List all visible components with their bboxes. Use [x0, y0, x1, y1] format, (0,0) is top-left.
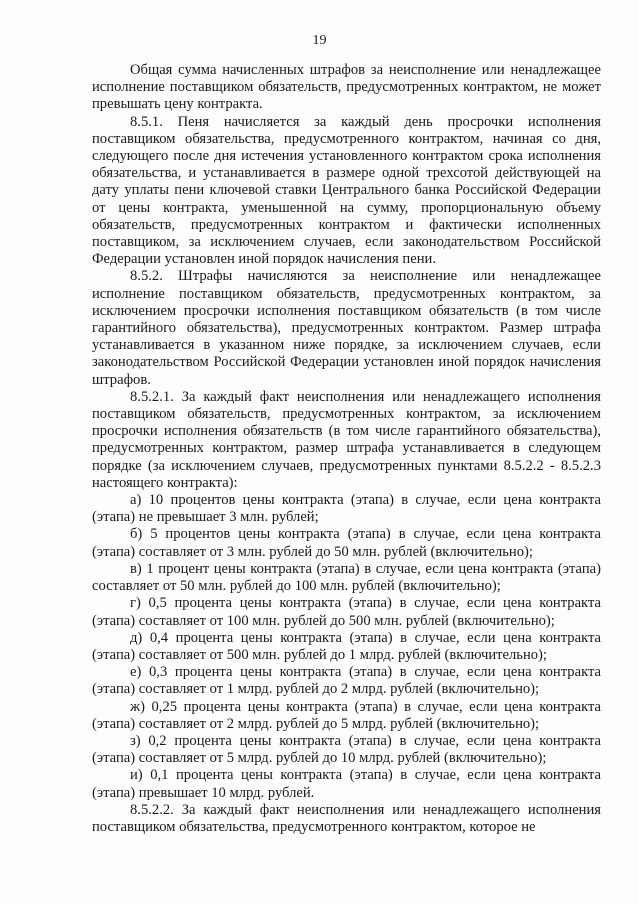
- paragraph-total-fines: Общая сумма начисленных штрафов за неисполнение или ненадлежащее исполнение поставщиком обязательств, предусмотренных контрактом, не может превышать цену контракта.: [92, 62, 601, 113]
- paragraph-8-5-1: 8.5.1. Пеня начисляется за каждый день просрочки исполнения поставщиком обязательства, предусмотренного контрактом, начиная со дня, следующего после дня истечения установленного контрактом срока исполнения обязательства, и устанавливается в размере одной трехсотой действующей на дату уплаты пени ключевой ставки Центрального банка Российской Федерации от цены контракта, уменьшенной на сумму, пропорциональную объему обязательств, предусмотренных контрактом и фактически исполненных поставщиком, за исключением случаев, если законодательством Российской Федерации установлен иной порядок начисления пени.: [92, 113, 601, 268]
- list-item-e: е) 0,3 процента цены контракта (этапа) в случае, если цена контракта (этапа) составляет от 1 млрд. рублей до 2 млрд. рублей (включительно);: [92, 664, 601, 698]
- list-item-z: з) 0,2 процента цены контракта (этапа) в случае, если цена контракта (этапа) составляет от 5 млрд. рублей до 10 млрд. рублей (включительно);: [92, 732, 601, 767]
- page-number: 19: [312, 33, 327, 48]
- list-item-d: д) 0,4 процента цены контракта (этапа) в случае, если цена контракта (этапа) составляет от 500 млн. рублей до 1 млрд. рублей (включительно);: [92, 629, 601, 663]
- list-item-b: б) 5 процентов цены контракта (этапа) в случае, если цена контракта (этапа) составляет от 3 млн. рублей до 50 млн. рублей (включительно);: [92, 526, 601, 560]
- list-item-g: г) 0,5 процента цены контракта (этапа) в случае, если цена контракта (этапа) составляет от 100 млн. рублей до 500 млн. рублей (включительно);: [92, 595, 601, 629]
- paragraph-8-5-2-1: 8.5.2.1. За каждый факт неисполнения или ненадлежащего исполнения поставщиком обязательств, предусмотренных контрактом, за исключением просрочки исполнения обязательств (в том числе гарантийного обязательства), предусмотренных контрактом, размер штрафа устанавливается в следующем порядке (за исключением случаев, предусмотренных пунктами 8.5.2.2 - 8.5.2.3 настоящего контракта):: [92, 388, 601, 491]
- list-item-a: а) 10 процентов цены контракта (этапа) в случае, если цена контракта (этапа) не превышает 3 млн. рублей;: [92, 492, 601, 526]
- paragraph-8-5-2: 8.5.2. Штрафы начисляются за неисполнение или ненадлежащее исполнение поставщиком обязательств, предусмотренных контрактом, за исключением просрочки исполнения поставщиком обязательств (в том числе гарантийного обязательства), предусмотренных контрактом. Размер штрафа устанавливается в указанном ниже порядке, за исключением случаев, если законодательством Российской Федерации установлен иной порядок начисления штрафов.: [92, 268, 601, 388]
- list-item-zh: ж) 0,25 процента цены контракта (этапа) в случае, если цена контракта (этапа) составляет от 2 млрд. рублей до 5 млрд. рублей (включительно);: [92, 698, 601, 732]
- list-item-v: в) 1 процент цены контракта (этапа) в случае, если цена контракта (этапа) составляет от 50 млн. рублей до 100 млн. рублей (включительно);: [92, 560, 601, 595]
- paragraph-8-5-2-2: 8.5.2.2. За каждый факт неисполнения или ненадлежащего исполнения поставщиком обязательства, предусмотренного контрактом, которое не: [92, 801, 601, 835]
- document-body: [92, 62, 601, 836]
- list-item-i: и) 0,1 процента цены контракта (этапа) в случае, если цена контракта (этапа) превышает 10 млрд. рублей.: [92, 767, 601, 801]
